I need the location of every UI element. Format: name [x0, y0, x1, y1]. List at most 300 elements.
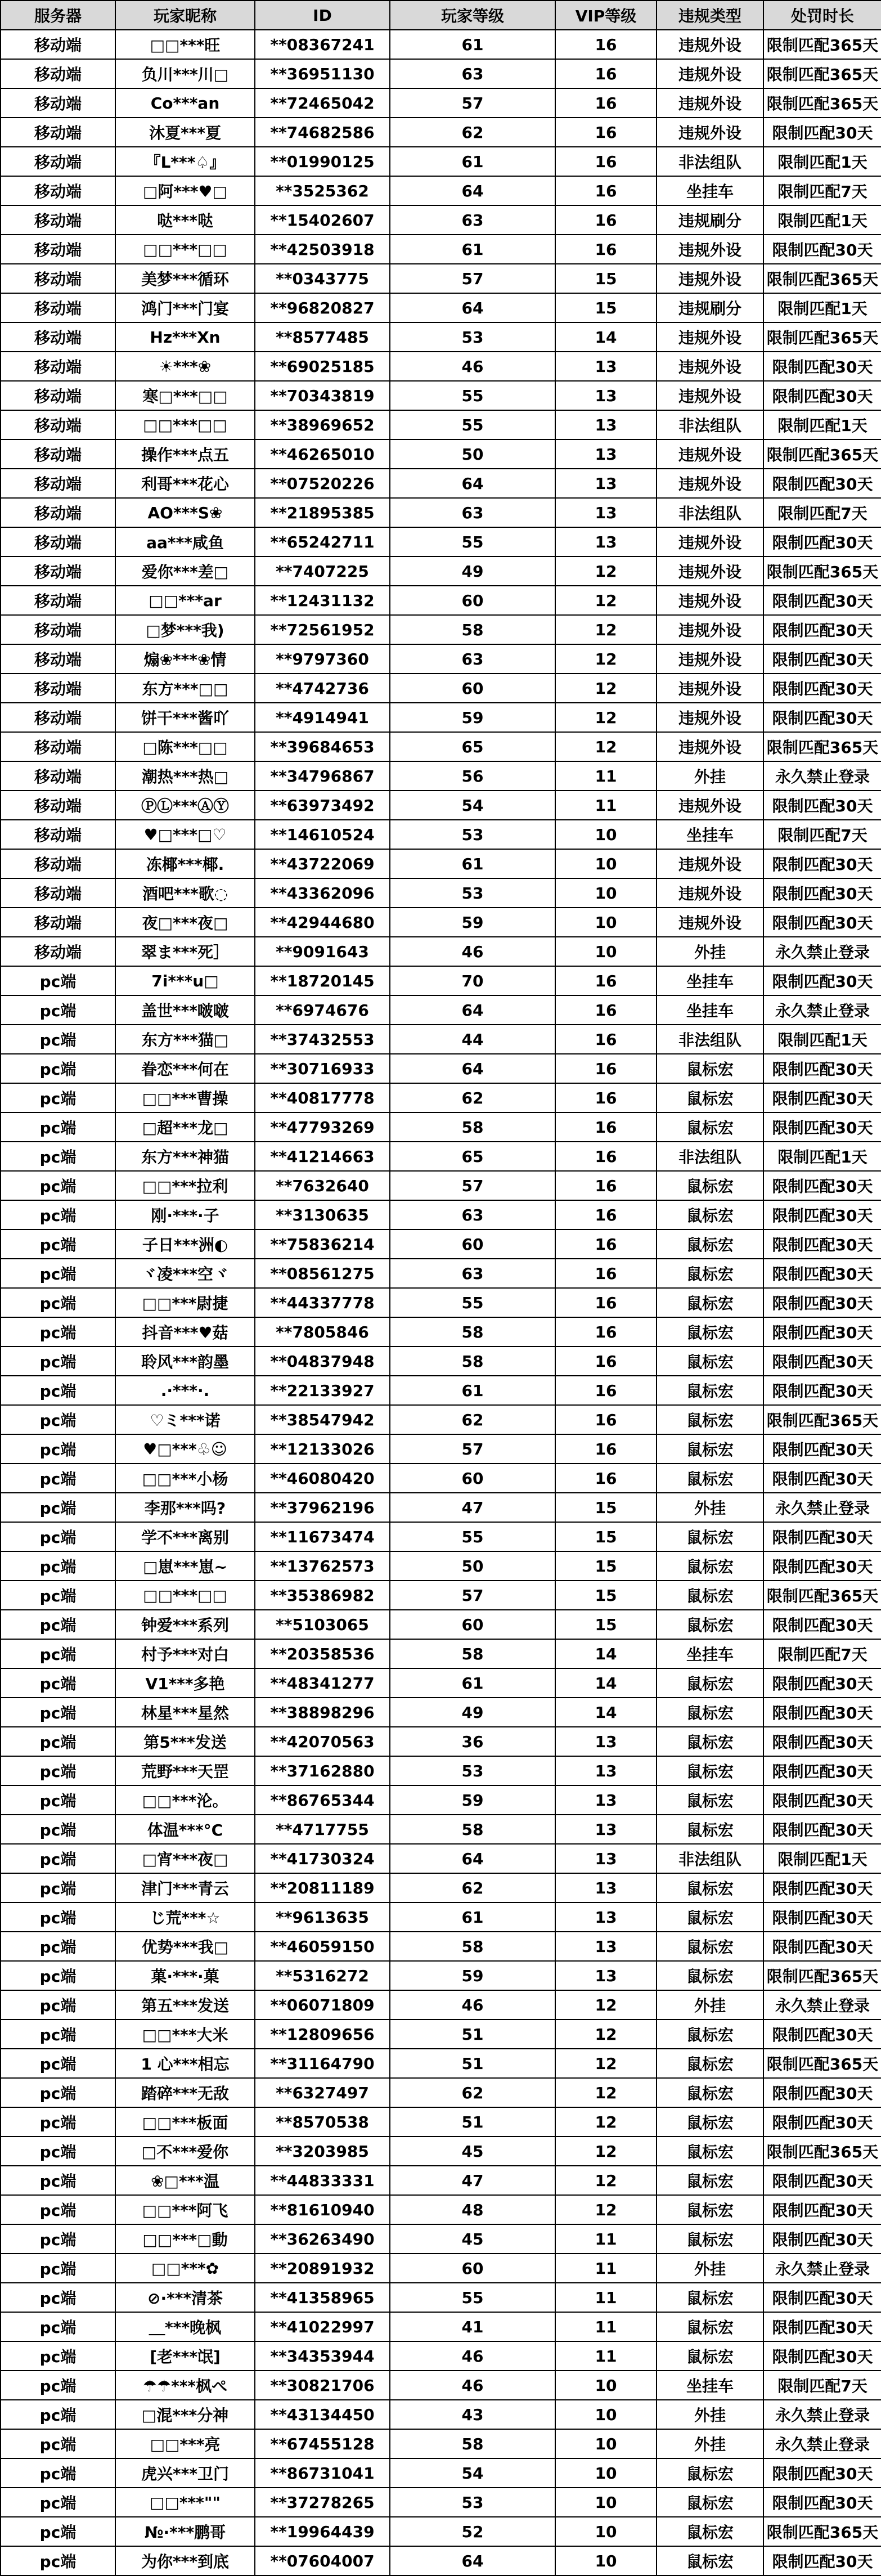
table-row — [1, 1522, 881, 1551]
cell-vip-level: 15 — [555, 1610, 657, 1639]
cell-vip-level: 11 — [555, 2312, 657, 2341]
cell-penalty-duration: 限制匹配30天 — [763, 1054, 881, 1083]
table-row — [1, 1785, 881, 1815]
cell-server: 移动端 — [1, 820, 115, 849]
cell-nickname: □□***"" — [115, 2488, 255, 2517]
cell-player-id: **3203985 — [255, 2137, 390, 2166]
table-row — [1, 674, 881, 703]
cell-player-id: **44833331 — [255, 2166, 390, 2195]
cell-server: pc端 — [1, 1083, 115, 1112]
cell-vip-level: 13 — [555, 439, 657, 469]
cell-player-level: 55 — [390, 1288, 555, 1317]
cell-violation-type: 违规外设 — [657, 322, 763, 352]
table-row — [1, 1756, 881, 1785]
cell-violation-type: 违规外设 — [657, 878, 763, 908]
cell-vip-level: 13 — [555, 1873, 657, 1902]
cell-player-level: 61 — [390, 147, 555, 176]
cell-player-level: 61 — [390, 849, 555, 878]
cell-player-id: **37162880 — [255, 1756, 390, 1785]
cell-player-level: 53 — [390, 322, 555, 352]
cell-server: 移动端 — [1, 264, 115, 293]
cell-server: pc端 — [1, 2517, 115, 2546]
cell-player-id: **15402607 — [255, 205, 390, 235]
table-row — [1, 1610, 881, 1639]
cell-vip-level: 13 — [555, 381, 657, 410]
cell-nickname: 寒□***□□ — [115, 381, 255, 410]
cell-vip-level: 15 — [555, 1551, 657, 1581]
cell-violation-type: 违规外设 — [657, 381, 763, 410]
cell-vip-level: 16 — [555, 1112, 657, 1142]
cell-nickname: 第五***发送 — [115, 1990, 255, 2019]
cell-penalty-duration: 限制匹配30天 — [763, 1317, 881, 1347]
cell-nickname: □□***小杨 — [115, 1464, 255, 1493]
cell-vip-level: 11 — [555, 2254, 657, 2283]
cell-server: pc端 — [1, 1815, 115, 1844]
cell-penalty-duration: 永久禁止登录 — [763, 1493, 881, 1522]
cell-violation-type: 鼠标宏 — [657, 1347, 763, 1376]
cell-server: pc端 — [1, 2546, 115, 2575]
table-row — [1, 2195, 881, 2224]
cell-violation-type: 鼠标宏 — [657, 1756, 763, 1785]
table-row — [1, 1961, 881, 1990]
cell-server: pc端 — [1, 1259, 115, 1288]
cell-player-id: **12133026 — [255, 1434, 390, 1464]
cell-player-level: 61 — [390, 1902, 555, 1932]
cell-vip-level: 12 — [555, 703, 657, 732]
cell-player-id: **48341277 — [255, 1668, 390, 1698]
cell-penalty-duration: 限制匹配30天 — [763, 1522, 881, 1551]
table-row — [1, 557, 881, 586]
cell-player-id: **41214663 — [255, 1142, 390, 1171]
cell-violation-type: 鼠标宏 — [657, 1698, 763, 1727]
table-row — [1, 1815, 881, 1844]
cell-player-level: 63 — [390, 1200, 555, 1229]
cell-nickname: □□***大米 — [115, 2019, 255, 2049]
cell-player-id: **30821706 — [255, 2371, 390, 2400]
cell-player-level: 46 — [390, 937, 555, 966]
cell-penalty-duration: 限制匹配365天 — [763, 264, 881, 293]
cell-player-id: **47793269 — [255, 1112, 390, 1142]
cell-violation-type: 外挂 — [657, 761, 763, 791]
cell-nickname: ♡ミ***诺 — [115, 1405, 255, 1434]
cell-vip-level: 11 — [555, 2224, 657, 2254]
cell-server: pc端 — [1, 1581, 115, 1610]
cell-server: 移动端 — [1, 59, 115, 88]
cell-vip-level: 13 — [555, 1844, 657, 1873]
cell-nickname: 体温***°C — [115, 1815, 255, 1844]
cell-penalty-duration: 限制匹配30天 — [763, 878, 881, 908]
cell-vip-level: 16 — [555, 1142, 657, 1171]
cell-player-level: 58 — [390, 1112, 555, 1142]
cell-player-id: **4717755 — [255, 1815, 390, 1844]
table-row — [1, 2341, 881, 2371]
cell-nickname: aa***咸鱼 — [115, 527, 255, 557]
cell-nickname: 津门***青云 — [115, 1873, 255, 1902]
cell-player-level: 61 — [390, 235, 555, 264]
cell-penalty-duration: 限制匹配30天 — [763, 2283, 881, 2312]
cell-player-id: **7632640 — [255, 1171, 390, 1200]
table-row — [1, 703, 881, 732]
cell-player-id: **86731041 — [255, 2458, 390, 2488]
cell-server: 移动端 — [1, 703, 115, 732]
cell-player-level: 45 — [390, 2224, 555, 2254]
cell-player-id: **20891932 — [255, 2254, 390, 2283]
cell-vip-level: 15 — [555, 1493, 657, 1522]
cell-nickname: □□***亮 — [115, 2429, 255, 2458]
table-row — [1, 2400, 881, 2429]
cell-player-level: 57 — [390, 1171, 555, 1200]
cell-violation-type: 鼠标宏 — [657, 1902, 763, 1932]
cell-nickname: 翠ま***死］ — [115, 937, 255, 966]
cell-penalty-duration: 限制匹配365天 — [763, 30, 881, 59]
cell-player-level: 61 — [390, 1668, 555, 1698]
cell-nickname: V1***多艳 — [115, 1668, 255, 1698]
cell-vip-level: 16 — [555, 1434, 657, 1464]
table-row — [1, 1434, 881, 1464]
table-row — [1, 1844, 881, 1873]
table-row — [1, 322, 881, 352]
cell-penalty-duration: 限制匹配30天 — [763, 1932, 881, 1961]
cell-server: pc端 — [1, 1112, 115, 1142]
cell-vip-level: 10 — [555, 908, 657, 937]
cell-penalty-duration: 限制匹配30天 — [763, 1229, 881, 1259]
cell-vip-level: 14 — [555, 1698, 657, 1727]
cell-nickname: [老***氓] — [115, 2341, 255, 2371]
cell-nickname: ヾ凌***空ヾ — [115, 1259, 255, 1288]
cell-vip-level: 10 — [555, 2371, 657, 2400]
cell-violation-type: 非法组队 — [657, 1025, 763, 1054]
cell-player-id: **37432553 — [255, 1025, 390, 1054]
table-row — [1, 1347, 881, 1376]
cell-player-id: **37278265 — [255, 2488, 390, 2517]
cell-player-id: **22133927 — [255, 1376, 390, 1405]
cell-player-id: **41730324 — [255, 1844, 390, 1873]
cell-player-level: 47 — [390, 2166, 555, 2195]
cell-server: 移动端 — [1, 88, 115, 118]
cell-nickname: □□***阿飞 — [115, 2195, 255, 2224]
cell-player-level: 53 — [390, 820, 555, 849]
cell-player-id: **14610524 — [255, 820, 390, 849]
cell-server: pc端 — [1, 995, 115, 1025]
cell-penalty-duration: 永久禁止登录 — [763, 1990, 881, 2019]
cell-nickname: □□***沦。 — [115, 1785, 255, 1815]
cell-penalty-duration: 限制匹配365天 — [763, 2137, 881, 2166]
cell-server: pc端 — [1, 2283, 115, 2312]
cell-violation-type: 坐挂车 — [657, 995, 763, 1025]
cell-player-level: 63 — [390, 59, 555, 88]
cell-penalty-duration: 限制匹配365天 — [763, 2517, 881, 2546]
cell-penalty-duration: 限制匹配30天 — [763, 1259, 881, 1288]
header-vip-level: VIP等级 — [555, 1, 657, 30]
cell-player-id: **18720145 — [255, 966, 390, 995]
cell-violation-type: 鼠标宏 — [657, 2107, 763, 2137]
cell-nickname: ☂☂***枫ぺ — [115, 2371, 255, 2400]
table-row — [1, 1639, 881, 1668]
cell-server: pc端 — [1, 1873, 115, 1902]
cell-player-id: **4914941 — [255, 703, 390, 732]
cell-penalty-duration: 限制匹配30天 — [763, 2458, 881, 2488]
cell-vip-level: 10 — [555, 2400, 657, 2429]
header-nickname: 玩家昵称 — [115, 1, 255, 30]
cell-server: pc端 — [1, 1025, 115, 1054]
cell-player-id: **5316272 — [255, 1961, 390, 1990]
cell-penalty-duration: 限制匹配30天 — [763, 1464, 881, 1493]
cell-vip-level: 16 — [555, 1259, 657, 1288]
cell-vip-level: 13 — [555, 1756, 657, 1785]
cell-vip-level: 11 — [555, 2283, 657, 2312]
cell-player-level: 52 — [390, 2517, 555, 2546]
cell-player-level: 36 — [390, 1727, 555, 1756]
cell-penalty-duration: 永久禁止登录 — [763, 937, 881, 966]
cell-nickname: ⓅⓁ***ⒶⓎ — [115, 791, 255, 820]
cell-player-level: 60 — [390, 674, 555, 703]
cell-player-level: 62 — [390, 1873, 555, 1902]
cell-penalty-duration: 限制匹配365天 — [763, 732, 881, 761]
cell-vip-level: 12 — [555, 732, 657, 761]
cell-player-level: 59 — [390, 908, 555, 937]
cell-vip-level: 10 — [555, 2429, 657, 2458]
cell-penalty-duration: 限制匹配30天 — [763, 2019, 881, 2049]
cell-player-id: **63973492 — [255, 791, 390, 820]
cell-violation-type: 非法组队 — [657, 147, 763, 176]
cell-player-id: **38969652 — [255, 410, 390, 439]
cell-server: pc端 — [1, 1288, 115, 1317]
cell-player-level: 60 — [390, 586, 555, 615]
cell-player-id: **42944680 — [255, 908, 390, 937]
cell-vip-level: 15 — [555, 1522, 657, 1551]
cell-violation-type: 违规外设 — [657, 527, 763, 557]
cell-server: 移动端 — [1, 498, 115, 527]
cell-violation-type: 违规外设 — [657, 674, 763, 703]
cell-player-id: **6974676 — [255, 995, 390, 1025]
cell-penalty-duration: 永久禁止登录 — [763, 2429, 881, 2458]
table-row — [1, 908, 881, 937]
cell-player-id: **8577485 — [255, 322, 390, 352]
table-row — [1, 1551, 881, 1581]
cell-vip-level: 12 — [555, 557, 657, 586]
cell-nickname: □□***□□ — [115, 235, 255, 264]
table-row — [1, 732, 881, 761]
cell-server: pc端 — [1, 2224, 115, 2254]
cell-server: 移动端 — [1, 615, 115, 644]
cell-player-level: 46 — [390, 2371, 555, 2400]
cell-server: pc端 — [1, 1434, 115, 1464]
table-row — [1, 820, 881, 849]
cell-player-level: 51 — [390, 2049, 555, 2078]
cell-violation-type: 鼠标宏 — [657, 2341, 763, 2371]
cell-nickname: 美梦***循环 — [115, 264, 255, 293]
cell-player-level: 58 — [390, 1815, 555, 1844]
cell-player-level: 58 — [390, 615, 555, 644]
cell-vip-level: 14 — [555, 1639, 657, 1668]
cell-penalty-duration: 限制匹配30天 — [763, 1551, 881, 1581]
cell-violation-type: 坐挂车 — [657, 820, 763, 849]
cell-penalty-duration: 限制匹配30天 — [763, 586, 881, 615]
cell-nickname: ❀□***温 — [115, 2166, 255, 2195]
cell-player-level: 60 — [390, 1464, 555, 1493]
cell-violation-type: 违规外设 — [657, 118, 763, 147]
table-row — [1, 1902, 881, 1932]
cell-nickname: 酒吧***歌◌ — [115, 878, 255, 908]
cell-player-id: **01990125 — [255, 147, 390, 176]
cell-player-id: **5103065 — [255, 1610, 390, 1639]
cell-nickname: □□***□□ — [115, 1581, 255, 1610]
cell-player-id: **40817778 — [255, 1083, 390, 1112]
cell-nickname: □□***曹操 — [115, 1083, 255, 1112]
cell-server: pc端 — [1, 1317, 115, 1347]
cell-player-level: 64 — [390, 176, 555, 205]
cell-server: 移动端 — [1, 322, 115, 352]
cell-server: pc端 — [1, 2371, 115, 2400]
cell-player-id: **38547942 — [255, 1405, 390, 1434]
cell-vip-level: 10 — [555, 937, 657, 966]
cell-penalty-duration: 限制匹配365天 — [763, 439, 881, 469]
cell-violation-type: 鼠标宏 — [657, 1434, 763, 1464]
cell-vip-level: 13 — [555, 498, 657, 527]
cell-player-level: 62 — [390, 1083, 555, 1112]
cell-server: 移动端 — [1, 352, 115, 381]
cell-nickname: 煽❀***❀情 — [115, 644, 255, 674]
cell-player-level: 44 — [390, 1025, 555, 1054]
table-row — [1, 1990, 881, 2019]
cell-player-level: 43 — [390, 2400, 555, 2429]
cell-player-id: **0343775 — [255, 264, 390, 293]
cell-vip-level: 16 — [555, 1054, 657, 1083]
cell-violation-type: 违规外设 — [657, 88, 763, 118]
cell-penalty-duration: 限制匹配30天 — [763, 118, 881, 147]
cell-nickname: 聆风***韵墨 — [115, 1347, 255, 1376]
cell-server: 移动端 — [1, 732, 115, 761]
cell-violation-type: 非法组队 — [657, 498, 763, 527]
table-row — [1, 878, 881, 908]
cell-player-level: 64 — [390, 293, 555, 322]
cell-server: 移动端 — [1, 761, 115, 791]
cell-penalty-duration: 限制匹配30天 — [763, 1083, 881, 1112]
cell-player-level: 62 — [390, 118, 555, 147]
table-row — [1, 849, 881, 878]
cell-server: 移动端 — [1, 469, 115, 498]
cell-nickname: □陈***□□ — [115, 732, 255, 761]
cell-server: pc端 — [1, 966, 115, 995]
cell-penalty-duration: 限制匹配30天 — [763, 2195, 881, 2224]
table-row — [1, 2371, 881, 2400]
cell-violation-type: 外挂 — [657, 937, 763, 966]
cell-vip-level: 16 — [555, 1288, 657, 1317]
cell-server: 移动端 — [1, 791, 115, 820]
cell-player-level: 63 — [390, 205, 555, 235]
cell-player-id: **46265010 — [255, 439, 390, 469]
cell-penalty-duration: 限制匹配365天 — [763, 59, 881, 88]
cell-nickname: AO***S❀ — [115, 498, 255, 527]
cell-nickname: 优势***我□ — [115, 1932, 255, 1961]
cell-nickname: №·***鹏哥 — [115, 2517, 255, 2546]
table-row — [1, 30, 881, 59]
cell-player-level: 58 — [390, 1932, 555, 1961]
table-row — [1, 2049, 881, 2078]
cell-vip-level: 12 — [555, 674, 657, 703]
cell-violation-type: 鼠标宏 — [657, 1083, 763, 1112]
cell-vip-level: 16 — [555, 1171, 657, 1200]
table-row — [1, 1668, 881, 1698]
cell-player-id: **96820827 — [255, 293, 390, 322]
cell-penalty-duration: 限制匹配365天 — [763, 2049, 881, 2078]
cell-penalty-duration: 永久禁止登录 — [763, 761, 881, 791]
cell-violation-type: 违规外设 — [657, 235, 763, 264]
cell-player-level: 55 — [390, 1522, 555, 1551]
cell-player-id: **07520226 — [255, 469, 390, 498]
cell-penalty-duration: 限制匹配30天 — [763, 1434, 881, 1464]
cell-player-level: 51 — [390, 2107, 555, 2137]
cell-penalty-duration: 限制匹配30天 — [763, 2546, 881, 2575]
cell-violation-type: 非法组队 — [657, 410, 763, 439]
cell-vip-level: 15 — [555, 1581, 657, 1610]
cell-player-level: 46 — [390, 2341, 555, 2371]
cell-penalty-duration: 限制匹配30天 — [763, 2107, 881, 2137]
cell-player-id: **08561275 — [255, 1259, 390, 1288]
cell-server: 移动端 — [1, 527, 115, 557]
cell-vip-level: 10 — [555, 878, 657, 908]
cell-vip-level: 11 — [555, 761, 657, 791]
cell-vip-level: 16 — [555, 30, 657, 59]
cell-nickname: ☀***❀ — [115, 352, 255, 381]
cell-vip-level: 10 — [555, 2546, 657, 2575]
cell-player-level: 53 — [390, 1756, 555, 1785]
cell-player-id: **20811189 — [255, 1873, 390, 1902]
cell-vip-level: 12 — [555, 2078, 657, 2107]
cell-vip-level: 16 — [555, 205, 657, 235]
cell-violation-type: 鼠标宏 — [657, 1200, 763, 1229]
cell-player-level: 62 — [390, 2078, 555, 2107]
cell-violation-type: 违规刷分 — [657, 205, 763, 235]
cell-server: pc端 — [1, 1142, 115, 1171]
cell-penalty-duration: 限制匹配30天 — [763, 2224, 881, 2254]
cell-vip-level: 15 — [555, 264, 657, 293]
cell-server: pc端 — [1, 1902, 115, 1932]
cell-penalty-duration: 限制匹配30天 — [763, 469, 881, 498]
cell-player-level: 63 — [390, 498, 555, 527]
header-server: 服务器 — [1, 1, 115, 30]
cell-player-level: 49 — [390, 1698, 555, 1727]
table-row — [1, 2019, 881, 2049]
cell-player-level: 60 — [390, 1610, 555, 1639]
cell-server: pc端 — [1, 2458, 115, 2488]
cell-player-id: **43362096 — [255, 878, 390, 908]
cell-player-id: **70343819 — [255, 381, 390, 410]
cell-violation-type: 非法组队 — [657, 1142, 763, 1171]
cell-nickname: 虎兴***卫门 — [115, 2458, 255, 2488]
cell-penalty-duration: 限制匹配30天 — [763, 1756, 881, 1785]
cell-player-id: **19964439 — [255, 2517, 390, 2546]
cell-violation-type: 违规外设 — [657, 615, 763, 644]
cell-vip-level: 13 — [555, 469, 657, 498]
cell-player-id: **3130635 — [255, 1200, 390, 1229]
cell-penalty-duration: 限制匹配30天 — [763, 2078, 881, 2107]
cell-server: pc端 — [1, 2107, 115, 2137]
table-row — [1, 1054, 881, 1083]
table-row — [1, 2283, 881, 2312]
cell-vip-level: 10 — [555, 2517, 657, 2546]
table-row — [1, 469, 881, 498]
cell-vip-level: 13 — [555, 1902, 657, 1932]
cell-violation-type: 鼠标宏 — [657, 1112, 763, 1142]
cell-player-level: 57 — [390, 88, 555, 118]
cell-player-id: **21895385 — [255, 498, 390, 527]
cell-nickname: 林星***星然 — [115, 1698, 255, 1727]
cell-penalty-duration: 限制匹配30天 — [763, 2341, 881, 2371]
table-row — [1, 2517, 881, 2546]
table-row — [1, 937, 881, 966]
table-row — [1, 1200, 881, 1229]
